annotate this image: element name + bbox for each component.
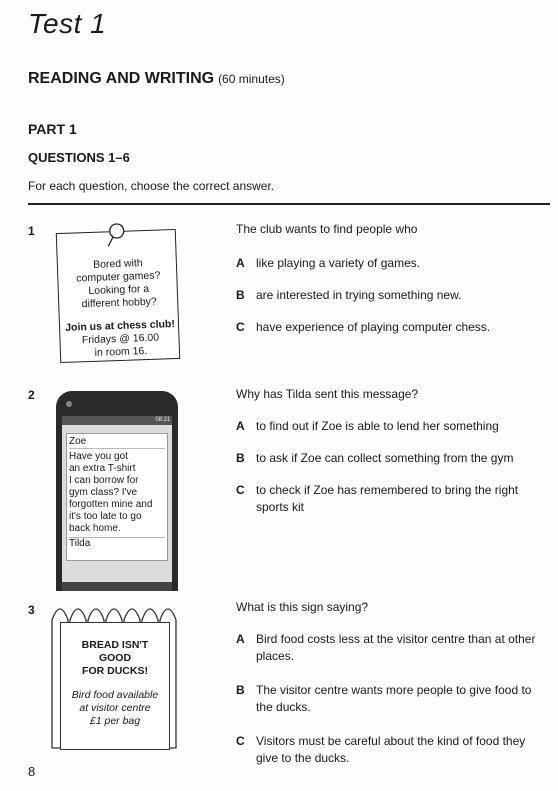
notice-line: Fridays @ 16.00 — [81, 331, 160, 347]
duration: (60 minutes) — [218, 72, 285, 86]
duck-sign — [60, 622, 170, 750]
question-3-number: 3 — [28, 603, 35, 617]
notice-bold: Join us at chess club! — [65, 318, 176, 334]
message-line: gym class? I've — [69, 487, 138, 498]
divider — [28, 203, 550, 205]
sign-heading-line: BREAD ISN'T — [81, 639, 149, 651]
option-b[interactable] — [236, 287, 546, 304]
status-bar — [62, 416, 172, 425]
notice-line: in room 16. — [94, 345, 148, 359]
keyboard-bar — [62, 582, 172, 591]
notice-paper — [56, 229, 180, 363]
message-line: back home. — [69, 523, 121, 534]
question-1-text: The club wants to find people who — [236, 222, 418, 236]
test-title: Test 1 — [28, 8, 107, 39]
option-c[interactable] — [236, 482, 546, 516]
message-line: an extra T-shirt — [69, 463, 136, 474]
option-text: The visitor centre wants more people to give food to the ducks. — [256, 683, 532, 714]
option-a[interactable] — [236, 255, 546, 272]
option-c[interactable] — [236, 733, 546, 767]
instructions: For each question, choose the correct answer. — [28, 179, 275, 193]
notice-line: different hobby? — [81, 295, 157, 311]
section-title: READING AND WRITING — [28, 70, 215, 87]
notice-line: Bored with — [92, 257, 143, 271]
part-label: PART 1 — [28, 121, 77, 137]
sign-heading-line: GOOD — [98, 652, 132, 664]
notice-line: computer games? — [76, 269, 161, 285]
questions-label: QUESTIONS 1–6 — [28, 150, 130, 165]
option-a[interactable] — [236, 631, 546, 665]
message-line: forgotten mine and — [69, 499, 153, 510]
section-heading — [28, 70, 285, 88]
phone-time: 08:21 — [155, 417, 171, 423]
option-text: Visitors must be careful about the kind of food they give to the ducks. — [256, 734, 526, 765]
option-letter: B — [236, 288, 245, 302]
option-letter: A — [236, 419, 245, 433]
message-line: I can borrow for — [69, 475, 139, 486]
option-letter: A — [236, 632, 245, 646]
question-3-text: What is this sign saying? — [236, 600, 369, 614]
option-c[interactable] — [236, 319, 546, 336]
text-message — [66, 433, 168, 561]
chess-club-notice — [58, 231, 182, 365]
option-text: like playing a variety of games. — [256, 256, 421, 270]
option-text: to ask if Zoe can collect something from the gym — [256, 451, 514, 465]
notice-line: Looking for a — [88, 282, 150, 298]
option-letter: C — [236, 483, 245, 497]
option-text: to find out if Zoe is able to lend her something — [256, 419, 499, 433]
question-1-number: 1 — [28, 224, 35, 238]
option-text: Bird food costs less at the visitor centre than at other places. — [256, 632, 536, 663]
option-text: to check if Zoe has remembered to bring the right sports kit — [256, 483, 519, 514]
sign-heading-line: FOR DUCKS! — [82, 665, 148, 677]
message-line: Have you got — [69, 451, 128, 462]
question-2-number: 2 — [28, 388, 35, 402]
option-letter: B — [236, 451, 245, 465]
sign-line: £1 per bag — [89, 715, 141, 727]
sign-line: Bird food available — [71, 689, 159, 701]
option-letter: C — [236, 734, 245, 748]
option-a[interactable] — [236, 418, 546, 435]
question-2-text: Why has Tilda sent this message? — [236, 387, 419, 401]
pin-icon — [104, 222, 129, 249]
sign-line: at visitor centre — [79, 702, 151, 714]
phone-image — [56, 391, 178, 591]
page-number: 8 — [28, 764, 36, 779]
message-sender: Tilda — [69, 537, 165, 550]
message-recipient: Zoe — [69, 436, 165, 449]
option-letter: B — [236, 683, 245, 697]
option-text: have experience of playing computer chess. — [256, 320, 491, 334]
option-b[interactable] — [236, 682, 546, 716]
option-text: are interested in trying something new. — [256, 288, 462, 302]
option-letter: A — [236, 256, 245, 270]
message-line: it's too late to go — [69, 511, 142, 522]
option-letter: C — [236, 320, 245, 334]
option-b[interactable] — [236, 450, 546, 467]
phone-screen — [62, 416, 172, 591]
camera-icon — [64, 399, 74, 409]
